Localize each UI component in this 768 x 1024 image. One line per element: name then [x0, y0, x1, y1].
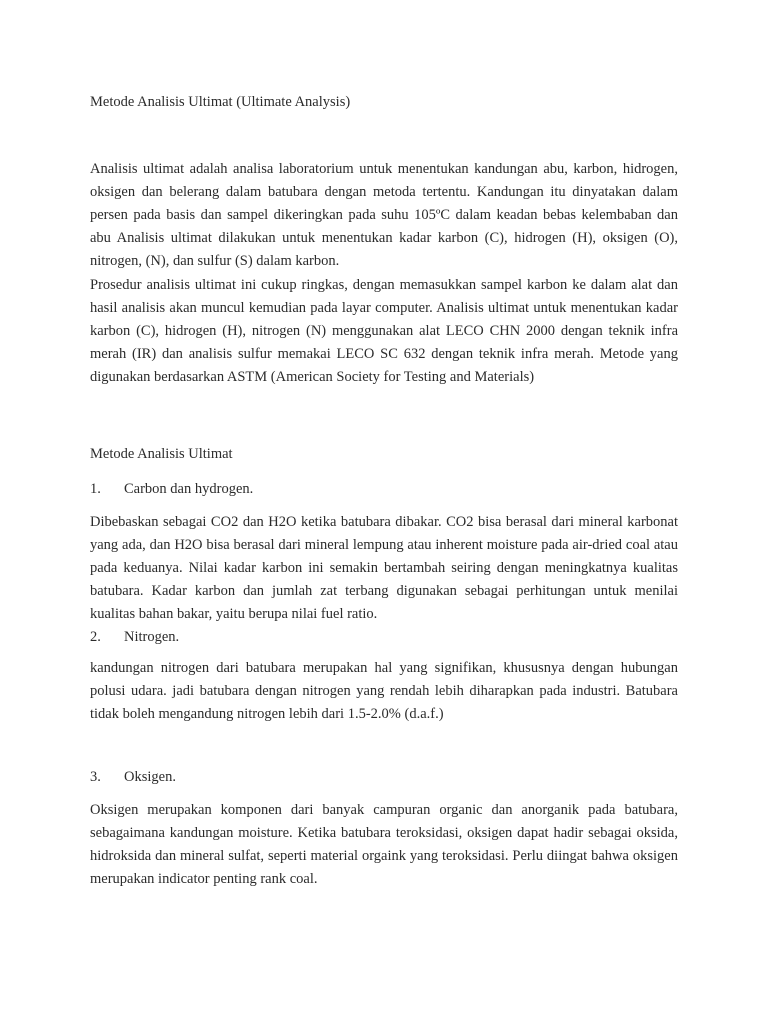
- list-item-body-nitrogen: kandungan nitrogen dari batubara merupakan hal yang signifikan, khususnya dengan hubungan polusi udara. jadi batubara dengan nitrogen yang rendah lebih diharapkan pada industri. Batubara tidak boleh mengandung nitrogen lebih dari 1.5-2.0% (d.a.f.): [90, 660, 678, 722]
- list-item-heading-oksigen: [90, 767, 176, 787]
- list-item-heading-carbon: [90, 479, 253, 499]
- list-item-number: 3.: [90, 769, 101, 785]
- document-title: Metode Analisis Ultimat (Ultimate Analysis): [90, 94, 351, 110]
- list-item-heading-nitrogen: [90, 627, 179, 647]
- section-heading: Metode Analisis Ultimat: [90, 446, 233, 462]
- list-item-number: 1.: [90, 481, 101, 497]
- list-item-number: 2.: [90, 629, 101, 645]
- list-item-label: Oksigen.: [124, 769, 176, 785]
- list-item-label: Nitrogen.: [124, 629, 180, 645]
- list-item-body-oksigen: Oksigen merupakan komponen dari banyak campuran organic dan anorganik pada batubara, sebagaimana kandungan moisture. Ketika batubara teroksidasi, oksigen dapat hadir sebagai oksida, hidroksida dan mineral sulfat, seperti material orgaink yang teroksidasi. Perlu diingat bahwa oksigen merupakan indicator penting rank coal.: [90, 802, 678, 887]
- intro-paragraph-2: Prosedur analisis ultimat ini cukup ringkas, dengan memasukkan sampel karbon ke dalam alat dan hasil analisis akan muncul kemudian pada layar computer. Analisis ultimat untuk menentukan kadar karbon (C), hidrogen (H), nitrogen (N) menggunakan alat LECO CHN 2000 dengan teknik infra merah (IR) dan analisis sulfur memakai LECO SC 632 dengan teknik infra merah. Metode yang digunakan berdasarkan ASTM (American Society for Testing and Materials): [90, 277, 678, 385]
- list-item-body-carbon: Dibebaskan sebagai CO2 dan H2O ketika batubara dibakar. CO2 bisa berasal dari mineral karbonat yang ada, dan H2O bisa berasal dari mineral lempung atau inherent moisture pada air-dried coal atau pada keduanya. Nilai kadar karbon ini semakin bertambah seiring dengan meningkatnya kualitas batubara. Kadar karbon dan jumlah zat terbang digunakan sebagai perhitungan untuk menilai kualitas bahan bakar, yaitu berupa nilai fuel ratio.: [90, 514, 678, 622]
- list-item-label: Carbon dan hydrogen.: [124, 481, 254, 497]
- intro-paragraph-1: Analisis ultimat adalah analisa laboratorium untuk menentukan kandungan abu, karbon, hidrogen, oksigen dan belerang dalam batubara dengan metoda tertentu. Kandungan itu dinyatakan dalam persen pada basis dan sampel dikeringkan pada suhu 105ºC dalam keadan bebas kelembaban dan abu Analisis ultimat dilakukan untuk menentukan kadar karbon (C), hidrogen (H), oksigen (O), nitrogen, (N), dan sulfur (S) dalam karbon.: [90, 161, 678, 269]
